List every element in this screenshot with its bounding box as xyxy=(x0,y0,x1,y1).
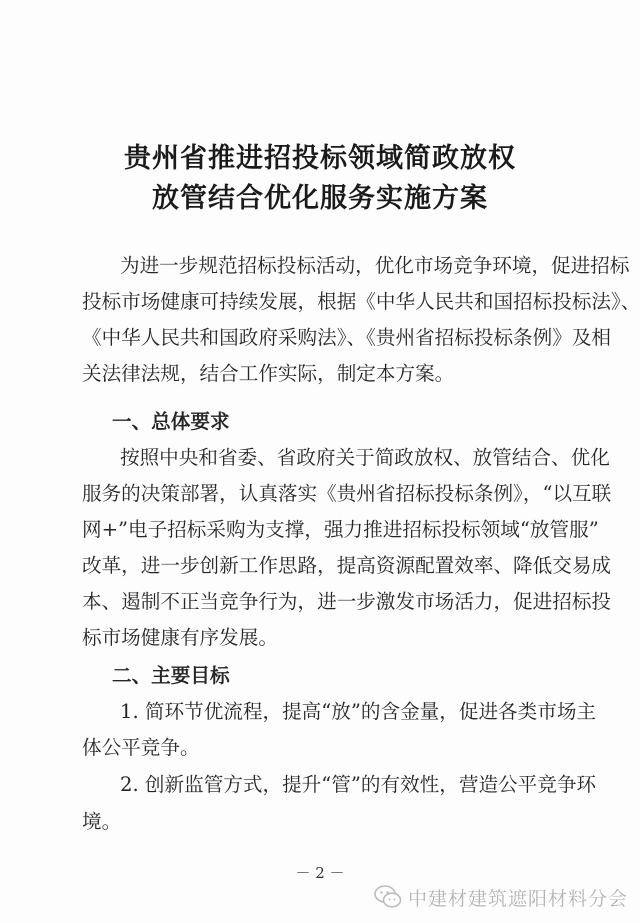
page-number: － 2 － xyxy=(295,864,345,882)
intro-line: 关法律法规，结合工作实际，制定本方案。 xyxy=(82,362,455,385)
paragraph-line: 本、遏制不正当竞争行为，进一步激发市场活力，促进招标投 xyxy=(82,590,612,613)
section-heading-main-goals: 二、主要目标 xyxy=(112,664,230,687)
document-title-line-1: 贵州省推进招投标领域简政放权 xyxy=(124,143,516,174)
intro-line: 投标市场健康可持续发展，根据《中华人民共和国招标投标法》、 xyxy=(82,290,640,313)
watermark-text: 中建材建筑遮阳材料分会 xyxy=(407,887,628,910)
watermark xyxy=(374,880,628,914)
wechat-icon xyxy=(374,884,402,910)
goal-line: 1. 简环节优流程，提高“放”的含金量，促进各类市场主 xyxy=(120,700,597,723)
goal-line: 体公平竞争。 xyxy=(82,736,200,759)
intro-line: 为进一步规范招标投标活动，优化市场竞争环境，促进招标 xyxy=(120,254,630,277)
paragraph-line: 标市场健康有序发展。 xyxy=(82,626,278,649)
goal-line: 2. 创新监管方式，提升“管”的有效性，营造公平竞争环 xyxy=(120,773,597,796)
intro-line: 《中华人民共和国政府采购法》、《贵州省招标投标条例》及相 xyxy=(82,326,612,349)
paragraph-line: 网+”电子招标采购为支撑，强力推进招标投标领域“放管服” xyxy=(82,518,599,541)
paragraph-line: 服务的决策部署，认真落实《贵州省招标投标条例》，“以互联 xyxy=(82,482,612,505)
document-title-line-2: 放管结合优化服务实施方案 xyxy=(152,183,488,214)
paragraph-line: 改革，进一步创新工作思路，提高资源配置效率、降低交易成 xyxy=(82,554,612,577)
goal-line: 境。 xyxy=(82,810,122,833)
paragraph-line: 按照中央和省委、省政府关于简政放权、放管结合、优化 xyxy=(120,446,610,469)
section-heading-general-requirements: 一、总体要求 xyxy=(112,410,230,433)
